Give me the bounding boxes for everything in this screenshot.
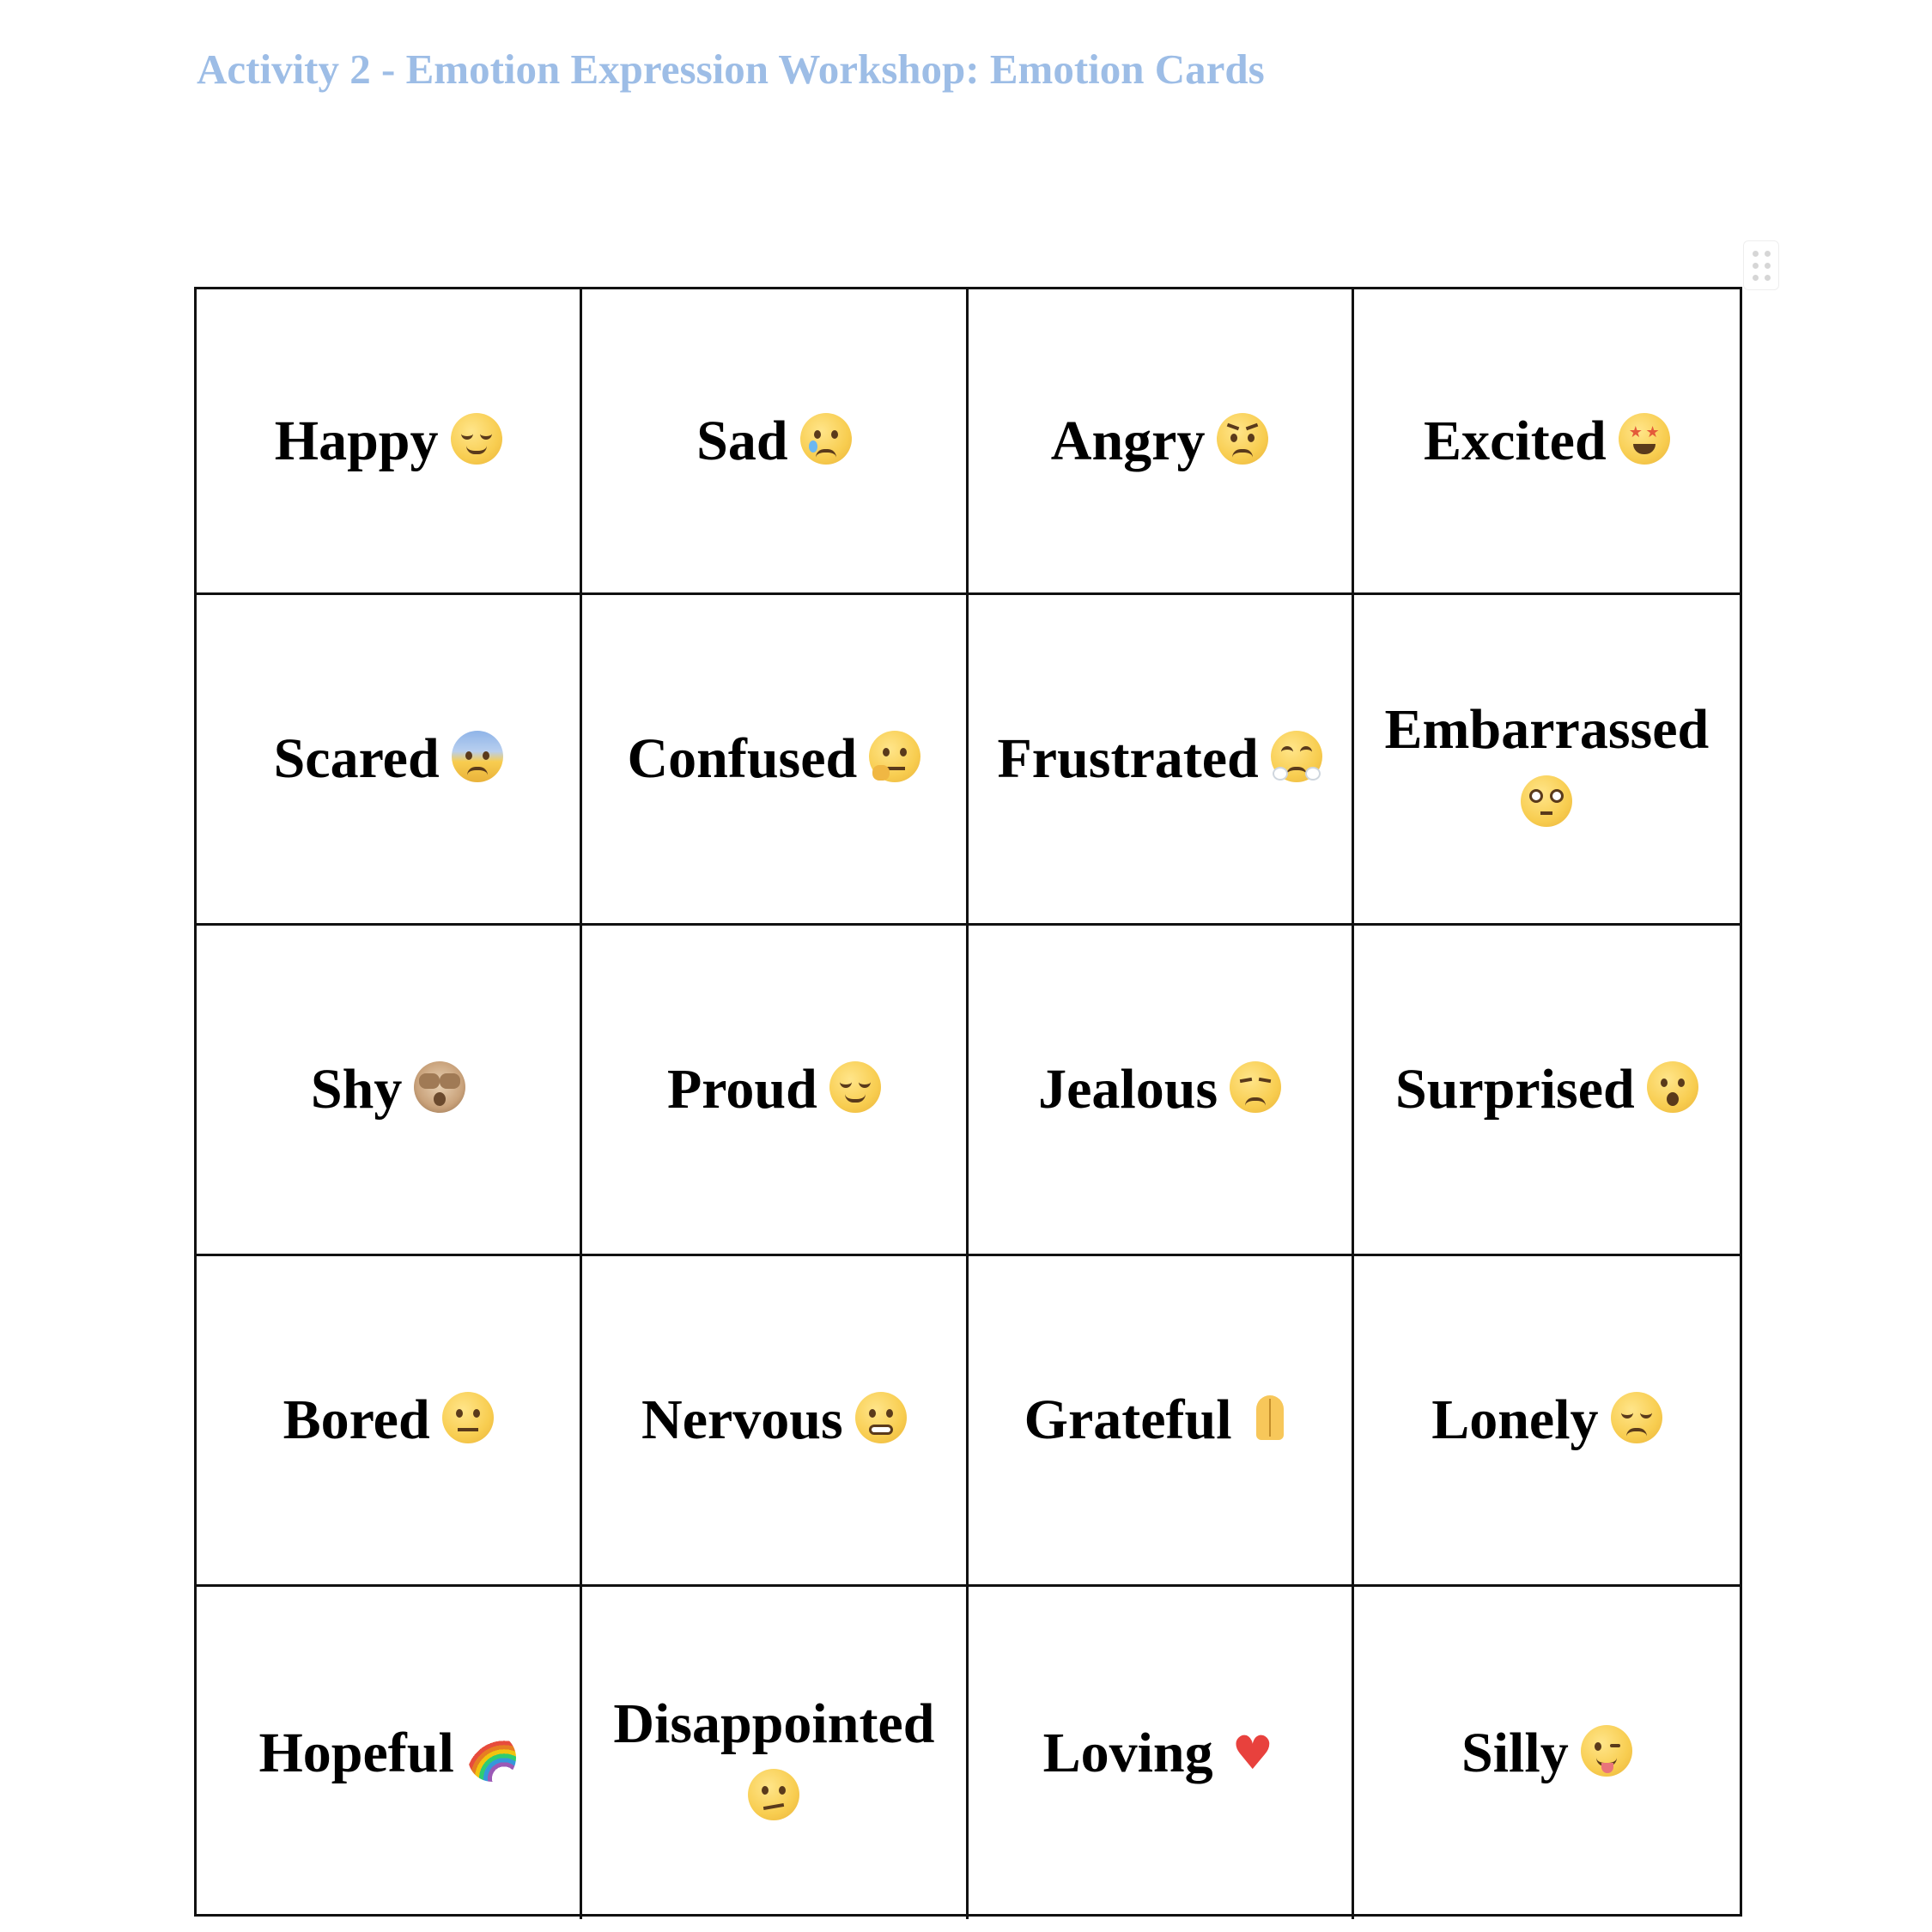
emotion-cards-table <box>194 287 1742 1917</box>
flushed-face-icon <box>1521 775 1572 827</box>
card-label: Lonely <box>1431 1388 1599 1452</box>
emotion-card-jealous <box>969 926 1354 1256</box>
card-label: Sad <box>696 409 788 472</box>
rainbow-icon <box>466 1725 518 1777</box>
card-label: Angry <box>1050 409 1206 472</box>
relieved-face-icon <box>829 1061 881 1113</box>
table-drag-handle[interactable] <box>1743 240 1779 290</box>
confused-face-icon <box>748 1769 799 1820</box>
emotion-card-proud <box>582 926 968 1256</box>
folded-hands-icon <box>1244 1392 1296 1443</box>
emotion-card-shy <box>197 926 582 1256</box>
card-label: Loving <box>1042 1721 1213 1784</box>
card-label: Silly <box>1461 1721 1569 1784</box>
card-label: Frustrated <box>997 727 1259 791</box>
document-title: Activity 2 - Emotion Expression Workshop: Emotion Cards <box>197 46 1265 93</box>
card-label: Shy <box>310 1058 403 1121</box>
card-label: Excited <box>1424 409 1607 472</box>
emotion-card-embarrassed <box>1354 595 1740 926</box>
unamused-face-icon <box>1230 1061 1281 1113</box>
emotion-card-confused <box>582 595 968 926</box>
drag-dots-icon <box>1753 251 1771 281</box>
smiling-face-icon <box>451 413 502 465</box>
card-label: Proud <box>666 1058 817 1121</box>
card-label: Hopeful <box>258 1721 454 1784</box>
emotion-card-happy <box>197 289 582 595</box>
card-label: Nervous <box>641 1388 843 1452</box>
angry-face-icon <box>1217 413 1268 465</box>
card-label: Disappointed <box>613 1692 935 1755</box>
emotion-card-surprised <box>1354 926 1740 1256</box>
card-label: Confused <box>627 727 858 791</box>
emotion-card-lonely <box>1354 1256 1740 1587</box>
card-label: Bored <box>283 1388 430 1452</box>
crying-face-icon <box>800 413 852 465</box>
card-label: Happy <box>274 409 439 472</box>
emotion-card-hopeful <box>197 1587 582 1919</box>
grimacing-face-icon <box>855 1392 907 1443</box>
winking-tongue-face-icon <box>1581 1725 1632 1777</box>
emotion-card-frustrated <box>969 595 1354 926</box>
disappointed-face-icon <box>1611 1392 1662 1443</box>
fearful-face-icon <box>452 731 503 782</box>
card-label: Surprised <box>1395 1058 1635 1121</box>
neutral-face-icon <box>442 1392 494 1443</box>
card-label: Jealous <box>1038 1058 1218 1121</box>
star-struck-face-icon: ★ ★ <box>1619 413 1670 465</box>
emotion-card-silly <box>1354 1587 1740 1919</box>
emotion-card-nervous <box>582 1256 968 1587</box>
emotion-card-grateful <box>969 1256 1354 1587</box>
see-no-evil-monkey-icon <box>414 1061 465 1113</box>
emotion-card-bored <box>197 1256 582 1587</box>
card-label: Scared <box>273 727 440 791</box>
red-heart-icon: ♥ <box>1231 1725 1274 1780</box>
emotion-card-excited <box>1354 289 1740 595</box>
thinking-face-icon <box>869 731 920 782</box>
emotion-card-loving <box>969 1587 1354 1919</box>
card-label: Embarrassed <box>1384 698 1710 762</box>
hushed-face-icon <box>1647 1061 1698 1113</box>
card-label: Grateful <box>1024 1388 1232 1452</box>
emotion-card-scared <box>197 595 582 926</box>
emotion-card-disappointed <box>582 1587 968 1919</box>
steam-face-icon <box>1271 731 1322 782</box>
emotion-card-sad <box>582 289 968 595</box>
emotion-card-angry <box>969 289 1354 595</box>
